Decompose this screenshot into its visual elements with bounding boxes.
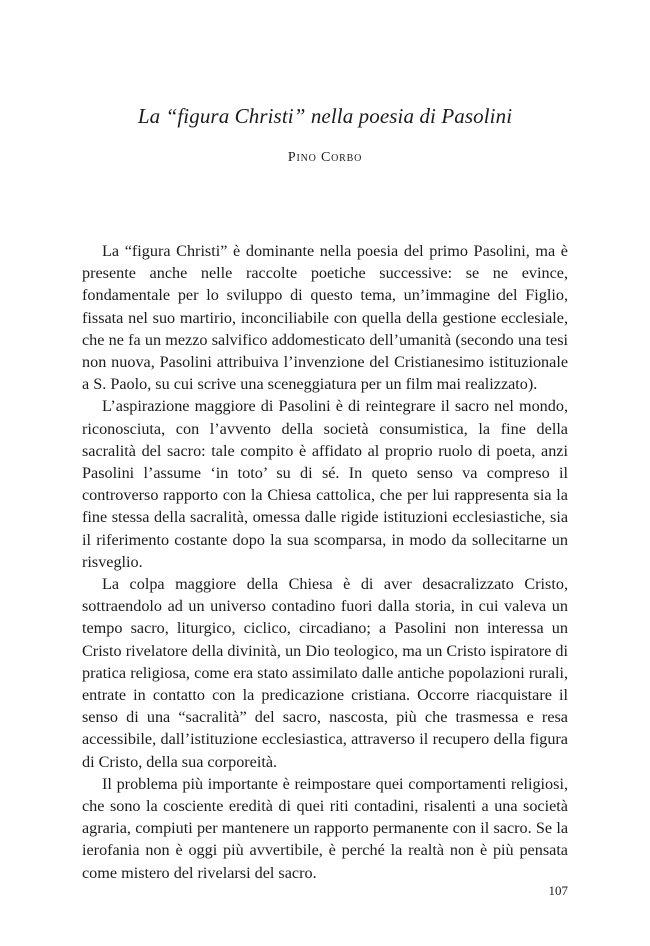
paragraph: La “figura Christi” è dominante nella poesia del primo Pasolini, ma è presente anche nelle raccolte poetiche successive: se ne evince, fondamentale per lo sviluppo di questo tema, un’immagine del Figlio, fissata nel suo martirio, inconciliabile con quella della gestione ecclesiale, che ne fa un mezzo salvifico addomesticato dell’umanità (secondo una tesi non nuova, Pasolini attribuiva l’invenzione del Cristianesimo istituzionale a S. Paolo, su cui scrive una sceneggiatura per un film mai realizzato). xyxy=(82,242,568,394)
article-body xyxy=(82,240,568,884)
article-title: La “figura Christi” nella poesia di Pasolini xyxy=(137,104,513,128)
page-number: 107 xyxy=(548,883,568,898)
article-author: Pino Corbo xyxy=(287,150,363,165)
paragraph: La colpa maggiore della Chiesa è di aver desacralizzato Cristo, sottraendolo ad un universo contadino fuori dalla storia, in cui valeva un tempo sacro, liturgico, ciclico, circadiano; a Pasolini non interessa un Cristo rivelatore della divinità, un Dio teologico, ma un Cristo ispiratore di pratica religiosa, come era stato assimilato dalle antiche popolazioni rurali, entrate in contatto con la predicazione cristiana. Occorre riacquistare il senso di una “sacralità” del sacro, nascosta, più che trasmessa e resa accessibile, dall’istituzione ecclesiastica, attraverso il recupero della figura di Cristo, della sua corporeità. xyxy=(82,575,568,771)
paragraph: L’aspirazione maggiore di Pasolini è di reintegrare il sacro nel mondo, riconosciuta, con l’avvento della società consumistica, la fine della sacralità del sacro: tale compito è affidato al proprio ruolo di poeta, anzi Pasolini l’assume ‘in toto’ su di sé. In queto senso va compreso il controverso rapporto con la Chiesa cattolica, che per lui rappresenta sia la fine stessa della sacralità, omessa dalle rigide istituzioni ecclesiastiche, sia il riferimento costante dopo la sua scomparsa, in modo da sollecitarne un risveglio. xyxy=(82,397,568,571)
paragraph: Il problema più importante è reimpostare quei comportamenti religiosi, che sono la cosciente eredità di quei riti contadini, risalenti a una società agraria, compiuti per mantenere un rapporto permanente con il sacro. Se la ierofania non è oggi più avvertibile, è perché la realtà non è più pensata come mistero del rivelarsi del sacro. xyxy=(82,774,568,882)
